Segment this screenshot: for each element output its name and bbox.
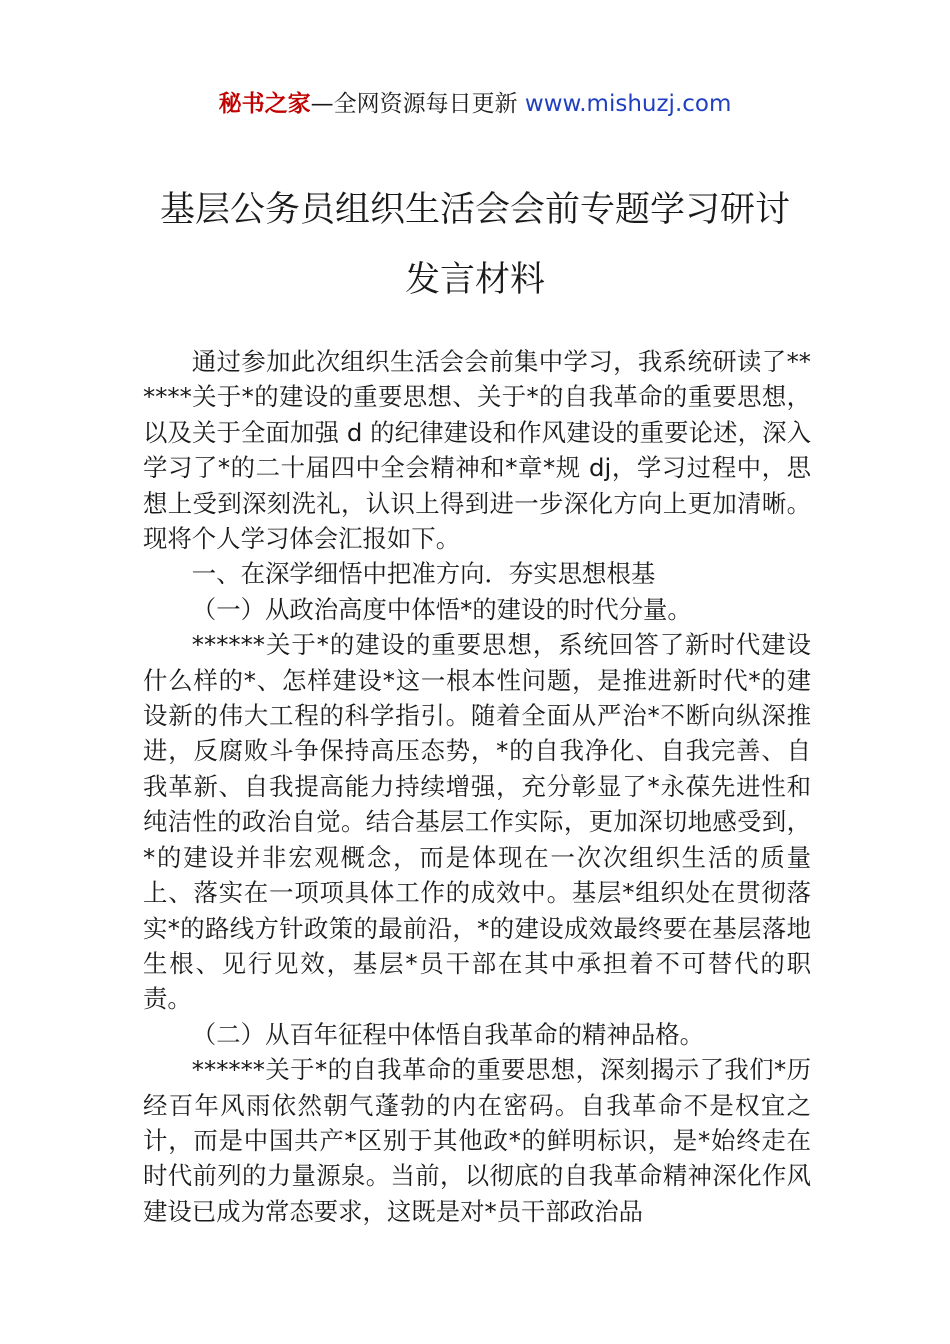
body-paragraph-2: ******关于*的自我革命的重要思想，深刻揭示了我们*历经百年风雨依然朝气蓬勃的内在密码。自我革命不是权宜之计，而是中国共产*区别于其他政*的鲜明标识，是*始终走在时代前列的力量源泉。当前，以彻底的自我革命精神深化作风建设已成为常态要求，这既是对*员干部政治品 [143,1055,811,1226]
document-title-line-2: 发言材料 [404,260,545,300]
site-header [0,88,950,120]
site-tagline: —全网资源每日更新 [310,91,525,117]
section-heading-1: 一、在深学细悟中把准方向．夯实思想根基 [191,559,656,589]
subsection-heading-1: （一）从政治高度中体悟*的建设的时代分量。 [191,594,692,624]
document-title-line-1: 基层公务员组织生活会会前专题学习研讨 [159,190,790,230]
site-brand: 秘书之家 [218,91,311,117]
document-body [143,344,811,1229]
site-url-link[interactable]: www.mishuzj.com [524,91,732,117]
body-paragraph-1: ******关于*的建设的重要思想，系统回答了新时代建设什么样的*、怎样建设*这一根本性问题，是推进新时代*的建设新的伟大工程的科学指引。随着全面从严治*不断向纵深推进，反腐败斗争保持高压态势，*的自我净化、自我完善、自我革新、自我提高能力持续增强，充分彰显了*永葆先进性和纯洁性的政治自觉。结合基层工作实际，更加深切地感受到，*的建设并非宏观概念，而是体现在一次次组织生活的质量上、落实在一项项具体工作的成效中。基层*组织处在贯彻落实*的路线方针政策的最前沿，*的建设成效最终要在基层落地生根、见行见效，基层*员干部在其中承担着不可替代的职责。 [143,630,811,1014]
subsection-heading-2: （二）从百年征程中体悟自我革命的精神品格。 [191,1019,705,1049]
intro-paragraph: 通过参加此次组织生活会会前集中学习，我系统研读了******关于*的建设的重要思想、关于*的自我革命的重要思想，以及关于全面加强 d 的纪律建设和作风建设的重要论述，深入学习了*的二十届四中全会精神和*章*规 dj，学习过程中，思想上受到深刻洗礼，认识上得到进一步深化方向上更加清晰。现将个人学习体会汇报如下。 [143,347,811,554]
